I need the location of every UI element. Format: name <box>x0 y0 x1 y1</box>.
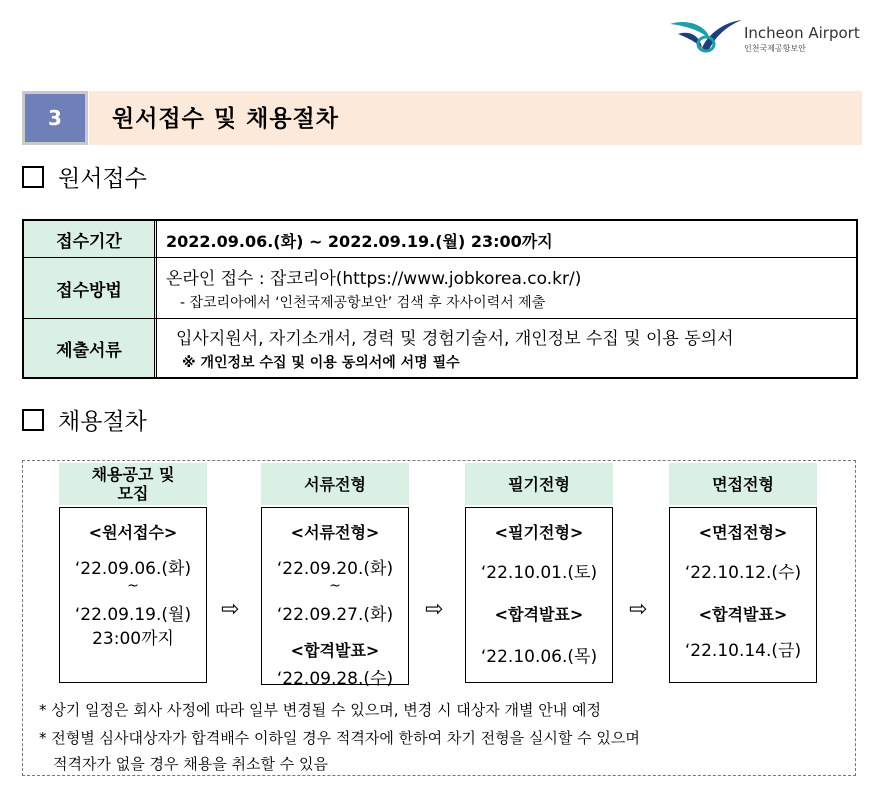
logo-text: Incheon Airport <box>744 24 860 42</box>
step-result-date: ‘22.09.28.(수) <box>276 669 394 689</box>
documents-note: ※ 개인정보 수집 및 이용 동의서에 서명 필수 <box>182 355 460 371</box>
step-date: ‘22.09.27.(화) <box>276 605 394 625</box>
method-subtext: - 잡코리아에서 ‘인천국제공항보안’ 검색 후 자사이력서 제출 <box>180 295 546 311</box>
step-header-recruit <box>59 463 207 505</box>
row-header: 제출서류 <box>24 319 157 377</box>
step-result-date: ‘22.10.14.(금) <box>684 641 802 661</box>
arrow-right-icon: ⇨ <box>425 597 444 622</box>
step-result-date: ‘22.10.06.(목) <box>480 647 598 667</box>
note-line: * 상기 일정은 회사 사정에 따라 일부 변경될 수 있으며, 변경 시 대상자 개별 안내 예정 <box>39 701 601 719</box>
table-row <box>24 221 856 258</box>
period-text: 2022.09.06.(화) ~ 2022.09.19.(월) 23:00까지 <box>166 232 553 251</box>
subhead-process <box>22 403 147 436</box>
checkbox-square-icon <box>22 166 44 188</box>
arrow-right-icon: ⇨ <box>221 597 240 622</box>
section-number-frame <box>22 91 89 145</box>
subhead-application-label: 원서접수 <box>58 166 147 192</box>
section-number: 3 <box>25 94 85 142</box>
step-header-line: 채용공고 및 <box>91 465 175 484</box>
incheon-airport-logo <box>668 14 868 58</box>
step-label: <필기전형> <box>494 523 584 542</box>
step-date: ‘22.09.06.(화) <box>74 559 192 579</box>
step-header-written: 필기전형 <box>465 463 613 505</box>
row-content <box>158 258 856 318</box>
step-date: ‘22.10.01.(토) <box>480 563 598 583</box>
step-result-label: <합격발표> <box>494 605 584 624</box>
documents-text: 입사지원서, 자기소개서, 경력 및 경험기술서, 개인정보 수집 및 이용 동의서 <box>176 329 734 349</box>
step-header-line: 모집 <box>117 484 149 503</box>
step-header-interview: 면접전형 <box>669 463 817 505</box>
step-date: 23:00까지 <box>92 629 174 649</box>
row-header: 접수기간 <box>24 221 157 257</box>
subhead-application <box>22 160 147 193</box>
note-line: * 전형별 심사대상자가 합격배수 이하일 경우 적격자에 한하여 차기 전형을 실시할 수 있으며 <box>39 729 640 747</box>
row-header: 접수방법 <box>24 258 157 318</box>
logo-subtitle: 인천국제공항보안 <box>744 44 806 53</box>
table-row <box>24 319 856 377</box>
step-box-interview <box>669 507 817 683</box>
step-date: ‘22.09.20.(화) <box>276 559 394 579</box>
step-date: ‘22.09.19.(월) <box>74 605 192 625</box>
step-label: <면접전형> <box>698 523 788 542</box>
process-box <box>22 460 856 776</box>
step-box-written <box>465 507 613 683</box>
step-date: ‘22.10.12.(수) <box>684 563 802 583</box>
note-line: 적격자가 없을 경우 채용을 취소할 수 있음 <box>53 755 328 773</box>
subhead-process-label: 채용절차 <box>58 409 147 435</box>
step-box-document <box>261 507 409 689</box>
step-tilde: ~ <box>127 578 139 594</box>
section-title: 원서접수 및 채용절차 <box>112 106 339 132</box>
step-label: <원서접수> <box>88 523 178 542</box>
checkbox-square-icon <box>22 409 44 431</box>
airport-swirl-icon <box>668 14 744 58</box>
step-header-document: 서류전형 <box>261 463 409 505</box>
step-label: <서류전형> <box>290 523 380 542</box>
row-content <box>158 221 856 257</box>
row-content <box>158 319 856 377</box>
step-result-label: <합격발표> <box>698 605 788 624</box>
step-tilde: ~ <box>329 578 341 594</box>
step-result-label: <합격발표> <box>290 641 380 660</box>
arrow-right-icon: ⇨ <box>629 597 648 622</box>
application-table <box>22 219 858 379</box>
table-row <box>24 258 856 319</box>
method-text: 온라인 접수 : 잡코리아(https://www.jobkorea.co.kr/) <box>166 269 582 289</box>
step-box-recruit <box>59 507 207 683</box>
